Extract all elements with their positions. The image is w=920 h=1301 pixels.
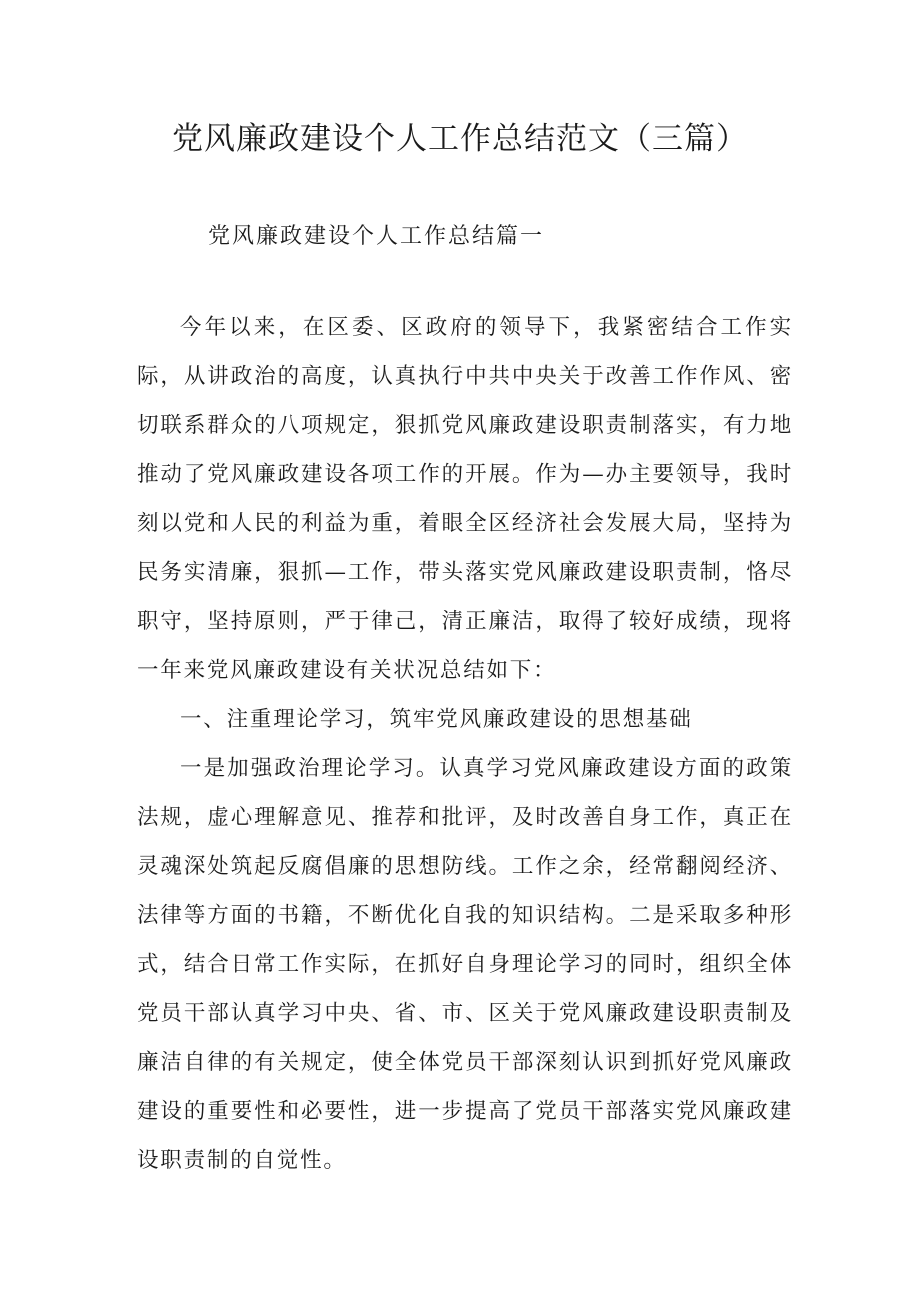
paragraph-intro: 今年以来，在区委、区政府的领导下，我紧密结合工作实际，从讲政治的高度，认真执行中共中央关于改善工作作风、密切联系群众的八项规定，狠抓党风廉政建设职责制落实，有力地推动了党风廉政建设各项工作的开展。作为—办主要领导，我时刻以党和人民的利益为重，着眼全区经济社会发展大局，坚持为民务实清廉，狠抓—工作，带头落实党风廉政建设职责制，恪尽职守，坚持原则，严于律己，清正廉洁，取得了较好成绩，现将一年来党风廉政建设有关状况总结如下： xyxy=(137,315,793,683)
document-title: 党风廉政建设个人工作总结范文（三篇） xyxy=(172,121,748,157)
section-subtitle: 党风廉政建设个人工作总结篇一 xyxy=(208,224,545,249)
section-heading-1: 一、注重理论学习，筑牢党风廉政建设的思想基础 xyxy=(180,707,693,732)
paragraph-theory-study: 一是加强政治理论学习。认真学习党风廉政建设方面的政策法规，虚心理解意见、推荐和批评，及时改善自身工作，真正在灵魂深处筑起反腐倡廉的思想防线。工作之余，经常翻阅经济、法律等方面的书籍，不断优化自我的知识结构。二是采取多种形式，结合日常工作实际，在抓好自身理论学习的同时，组织全体党员干部认真学习中央、省、市、区关于党风廉政建设职责制及廉洁自律的有关规定，使全体党员干部深刻认识到抓好党风廉政建设的重要性和必要性，进一步提高了党员干部落实党风廉政建设职责制的自觉性。 xyxy=(137,756,793,1173)
